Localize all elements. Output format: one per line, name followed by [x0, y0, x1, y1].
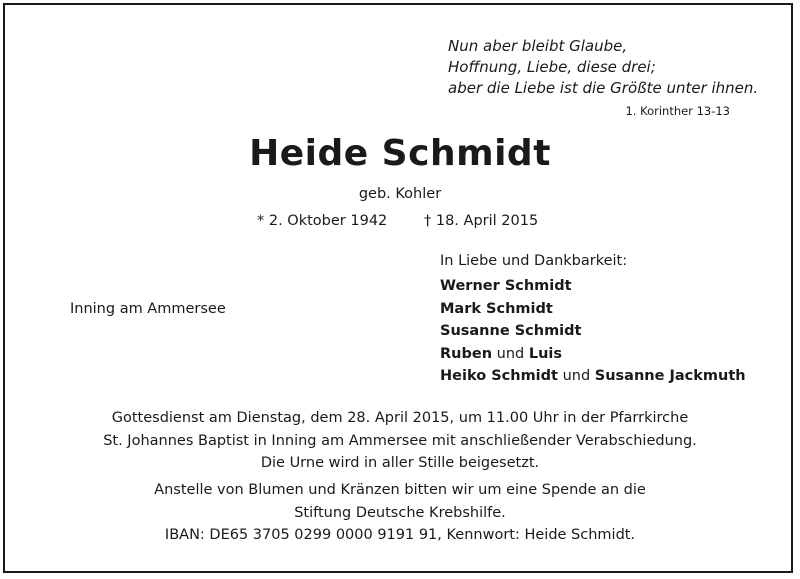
mourner-name: Mark Schmidt	[440, 300, 553, 317]
quote-line: Hoffnung, Liebe, diese drei;	[448, 58, 656, 76]
mourners-intro: In Liebe und Dankbarkeit:	[440, 253, 628, 269]
donation-line: IBAN: DE65 3705 0299 0000 9191 91, Kennwort: Heide Schmidt.	[164, 527, 636, 543]
mourner-name: Susanne Schmidt	[440, 323, 582, 339]
mourner-name: Susanne Jackmuth	[594, 368, 746, 384]
mourner-row	[440, 365, 746, 388]
deceased-name: Heide Schmidt	[249, 133, 551, 174]
mourner-name: Ruben	[440, 345, 493, 362]
mourner-row	[440, 343, 746, 366]
service-line: Die Urne wird in aller Stille beigesetzt.	[260, 455, 540, 471]
quote-reference: 1. Korinther 13-13	[625, 104, 730, 118]
mourner-conjunction: und	[562, 368, 591, 384]
death-date: † 18. April 2015	[424, 213, 539, 229]
birth-date: * 2. Oktober 1942	[257, 213, 388, 229]
mourner-row	[440, 320, 746, 343]
donation-line: Stiftung Deutsche Krebshilfe.	[294, 504, 506, 521]
service-info	[0, 407, 800, 475]
donation-line: Anstelle von Blumen und Kränzen bitten wir um eine Spende an die	[154, 482, 646, 498]
quote-line: Nun aber bleibt Glaube,	[448, 37, 628, 55]
place-name: Inning am Ammersee	[70, 301, 226, 317]
mourner-row	[440, 298, 746, 321]
mourner-conjunction: und	[496, 345, 525, 362]
donation-info	[0, 479, 800, 547]
quote-line: aber die Liebe ist die Größte unter ihnen.	[448, 79, 759, 97]
service-line: Gottesdienst am Dienstag, dem 28. April 2015, um 11.00 Uhr in der Pfarrkirche	[111, 410, 689, 426]
bible-quote	[448, 36, 758, 99]
mourner-name: Luis	[528, 345, 563, 362]
service-line: St. Johannes Baptist in Inning am Ammersee mit anschließender Verabschiedung.	[103, 432, 697, 449]
mourners-list	[440, 252, 746, 388]
mourner-row	[440, 275, 746, 298]
mourner-name: Werner Schmidt	[440, 278, 572, 294]
birth-name: geb. Kohler	[358, 186, 442, 202]
mourner-name: Heiko Schmidt	[440, 368, 558, 384]
